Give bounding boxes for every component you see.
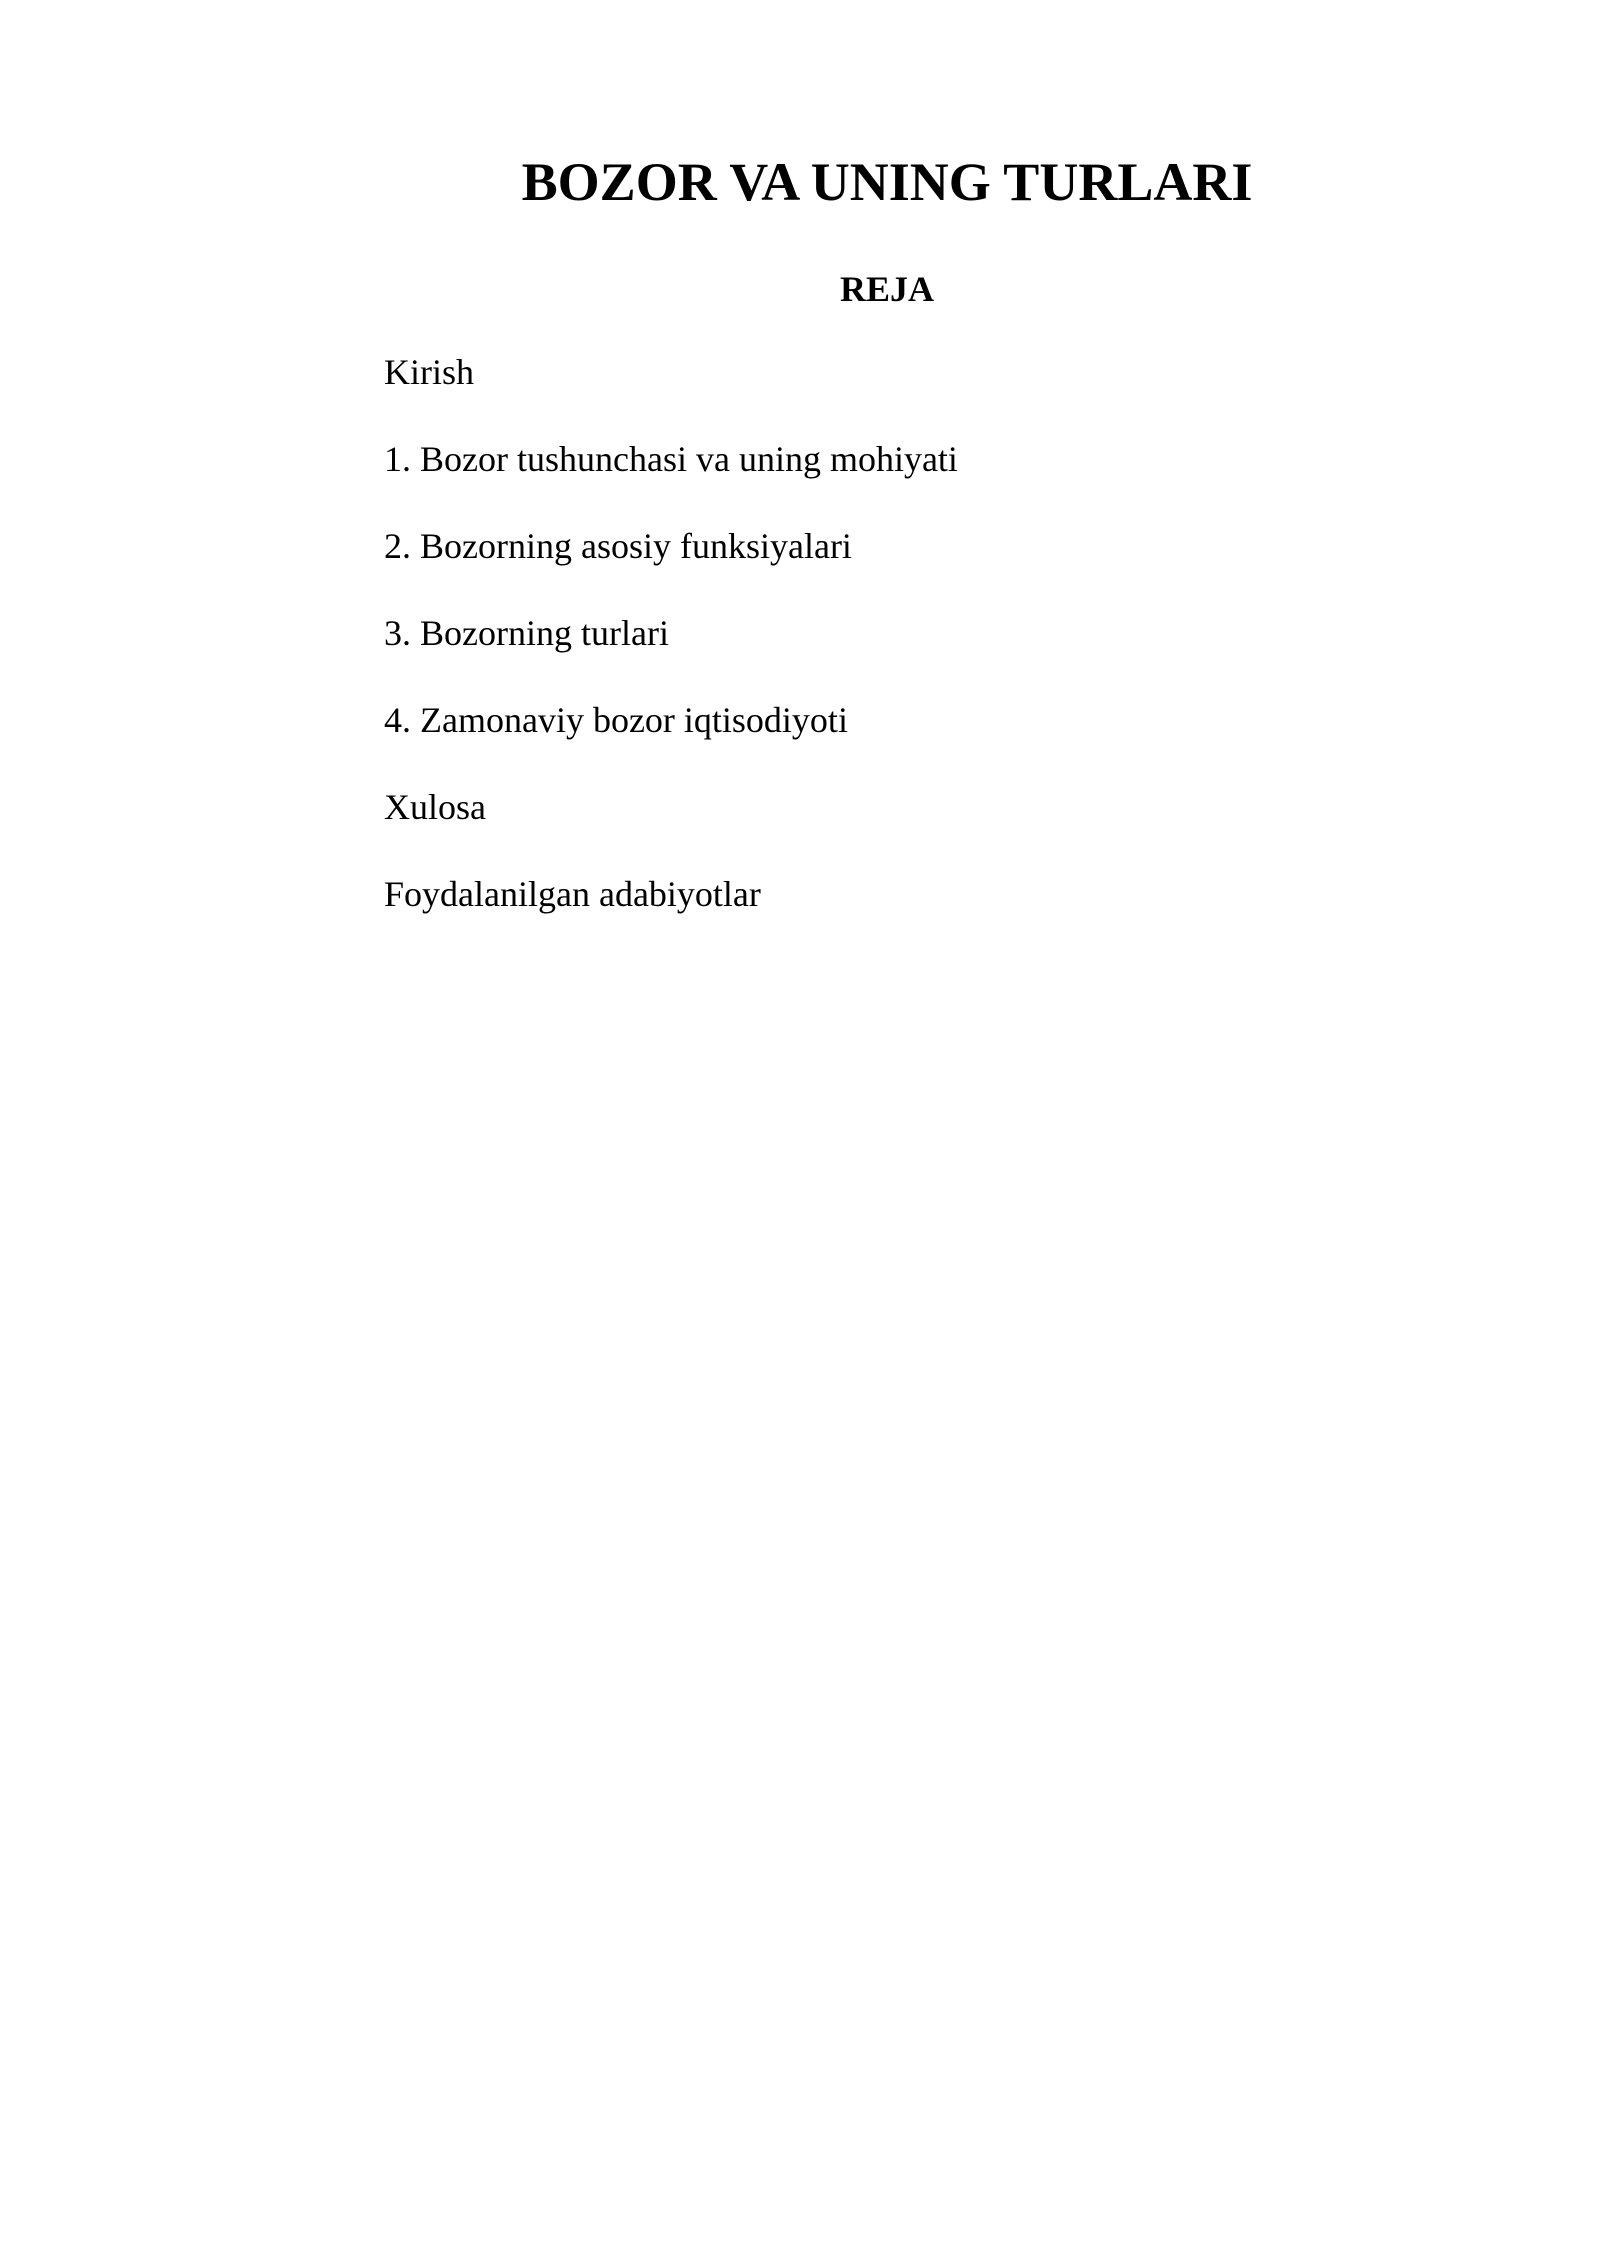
- plan-item-introduction: Kirish: [384, 352, 474, 392]
- plan-item-3: 3. Bozorning turlari: [384, 613, 669, 653]
- plan-item-references: Foydalanilgan adabiyotlar: [384, 874, 761, 914]
- document-title: BOZOR VA UNING TURLARI: [521, 152, 1253, 212]
- plan-item-2: 2. Bozorning asosiy funksiyalari: [384, 526, 852, 566]
- plan-item-4: 4. Zamonaviy bozor iqtisodiyoti: [384, 700, 848, 740]
- plan-item-1: 1. Bozor tushunchasi va uning mohiyati: [384, 439, 958, 479]
- plan-list: [384, 351, 958, 960]
- plan-heading: REJA: [839, 269, 934, 309]
- plan-item-conclusion: Xulosa: [384, 787, 486, 827]
